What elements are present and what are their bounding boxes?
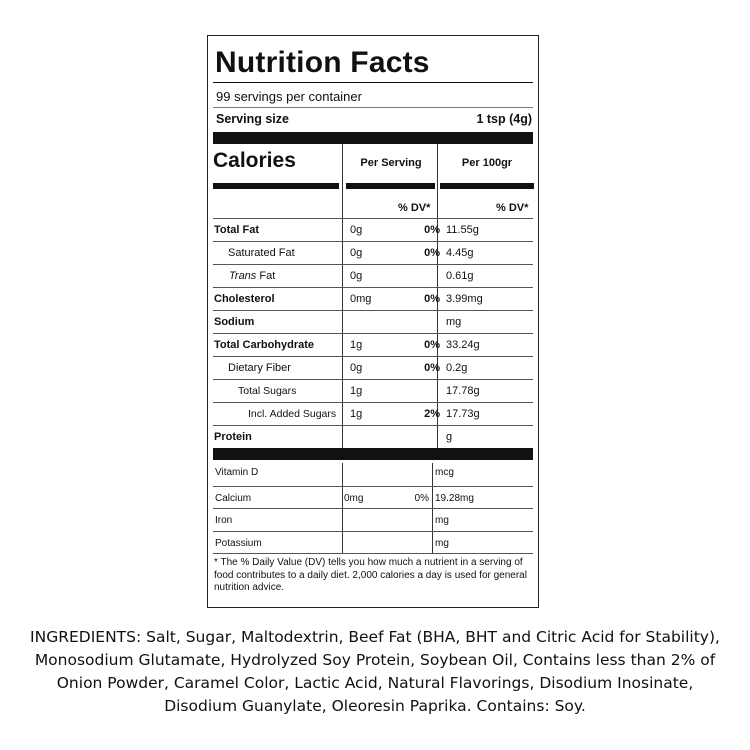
per-serving-value: 0g <box>350 247 363 259</box>
dv-header-per-100: % DV* <box>496 202 529 214</box>
thick-bar <box>213 183 339 189</box>
nutrient-name: Total Sugars <box>238 385 297 397</box>
nutrient-row-added-sugars <box>213 402 533 425</box>
nutrient-row-total-carbohydrate <box>213 333 533 356</box>
per-100-value: mcg <box>435 467 454 478</box>
nutrient-name: Cholesterol <box>214 293 275 305</box>
divider <box>213 107 533 108</box>
per-100-value: mg <box>446 316 462 328</box>
daily-value: 0% <box>424 362 440 374</box>
mineral-name: Calcium <box>215 493 252 504</box>
nutrient-row-total-fat <box>213 218 533 241</box>
nutrient-name: Total Fat <box>214 224 260 236</box>
daily-value: 0% <box>424 293 440 305</box>
nutrient-row-dietary-fiber <box>213 356 533 379</box>
nutrient-row-sodium <box>213 310 533 333</box>
per-100-value: 3.99mg <box>446 293 483 305</box>
servings-per-container: 99 servings per container <box>216 89 362 104</box>
per-100-value: 17.78g <box>446 385 480 397</box>
mineral-row-vitamin-d <box>213 461 533 484</box>
mineral-row-potassium <box>213 531 533 554</box>
daily-value: 0% <box>424 224 440 236</box>
per-serving-value: 1g <box>350 385 363 397</box>
per-serving-value: 0mg <box>350 293 372 305</box>
calories-label: Calories <box>213 149 296 172</box>
label-title: Nutrition Facts <box>215 46 430 79</box>
column-header-per-serving: Per Serving <box>360 157 422 169</box>
mineral-row-iron <box>213 508 533 531</box>
mineral-name: Vitamin D <box>215 467 259 478</box>
daily-value-footnote: * The % Daily Value (DV) tells you how much a nutrient in a serving of food contributes to a daily diet. 2,000 calories a day is used for general nutrition advice. <box>214 557 527 593</box>
per-serving-value: 1g <box>350 408 363 420</box>
per-100-value: 0.2g <box>446 362 468 374</box>
dv-header-per-serving: % DV* <box>398 202 431 214</box>
ingredients-text: INGREDIENTS: Salt, Sugar, Maltodextrin, Beef Fat (BHA, BHT and Citric Acid for Stability), Monosodium Glutamate, Hydrolyzed Soy Protein, Soybean Oil, Contains less than 2% of Onion Powder, Caramel Color, Lactic Acid, Natural Flavorings, Disodium Inosinate, Disodium Guanylate, Oleoresin Paprika. Contains: Soy. <box>30 628 720 715</box>
mineral-name: Potassium <box>215 538 262 549</box>
divider <box>213 553 533 554</box>
nutrient-row-cholesterol <box>213 287 533 310</box>
divider <box>213 82 533 83</box>
daily-value: 0% <box>424 247 440 259</box>
nutrient-row-total-sugars <box>213 379 533 402</box>
nutrient-row-protein <box>213 425 533 448</box>
per-serving-value: 0g <box>350 270 363 282</box>
daily-value: 0% <box>414 493 429 504</box>
per-100-value: 33.24g <box>446 339 480 351</box>
nutrient-row-saturated-fat <box>213 241 533 264</box>
serving-size-value: 1 tsp (4g) <box>476 112 532 126</box>
per-100-value: 19.28mg <box>435 493 474 504</box>
daily-value: 0% <box>424 339 440 351</box>
per-100-value: 11.55g <box>446 224 479 236</box>
per-100-value: mg <box>435 515 449 526</box>
column-header-per-100: Per 100gr <box>461 157 513 169</box>
nutrition-facts-label <box>207 35 539 608</box>
nutrient-name <box>229 270 275 282</box>
per-serving-value: 0mg <box>344 493 364 504</box>
per-100-value: g <box>446 431 453 443</box>
nutrient-name: Total Carbohydrate <box>214 339 315 351</box>
nutrient-name: Sodium <box>214 316 255 328</box>
per-100-value: 17.73g <box>446 408 480 420</box>
thick-bar <box>440 183 534 189</box>
thick-divider <box>213 132 533 144</box>
serving-size-label: Serving size <box>216 112 289 126</box>
nutrient-name: Saturated Fat <box>228 247 295 259</box>
per-serving-value: 0g <box>350 224 363 236</box>
thick-bar <box>346 183 435 189</box>
nutrient-name: Incl. Added Sugars <box>248 408 337 420</box>
nutrient-name-italic: Trans <box>229 270 257 282</box>
nutrient-row-trans-fat <box>213 264 533 287</box>
per-serving-value: 1g <box>350 339 363 351</box>
nutrient-name: Dietary Fiber <box>228 362 291 374</box>
per-100-value: 4.45g <box>446 247 474 259</box>
mineral-name: Iron <box>215 515 233 526</box>
per-serving-value: 0g <box>350 362 363 374</box>
per-100-value: mg <box>435 538 449 549</box>
nutrient-name-rest: Fat <box>256 270 276 282</box>
daily-value: 2% <box>424 408 440 420</box>
nutrient-name: Protein <box>214 431 252 443</box>
mineral-row-calcium <box>213 486 533 509</box>
per-100-value: 0.61g <box>446 270 474 282</box>
thick-divider <box>213 448 533 460</box>
